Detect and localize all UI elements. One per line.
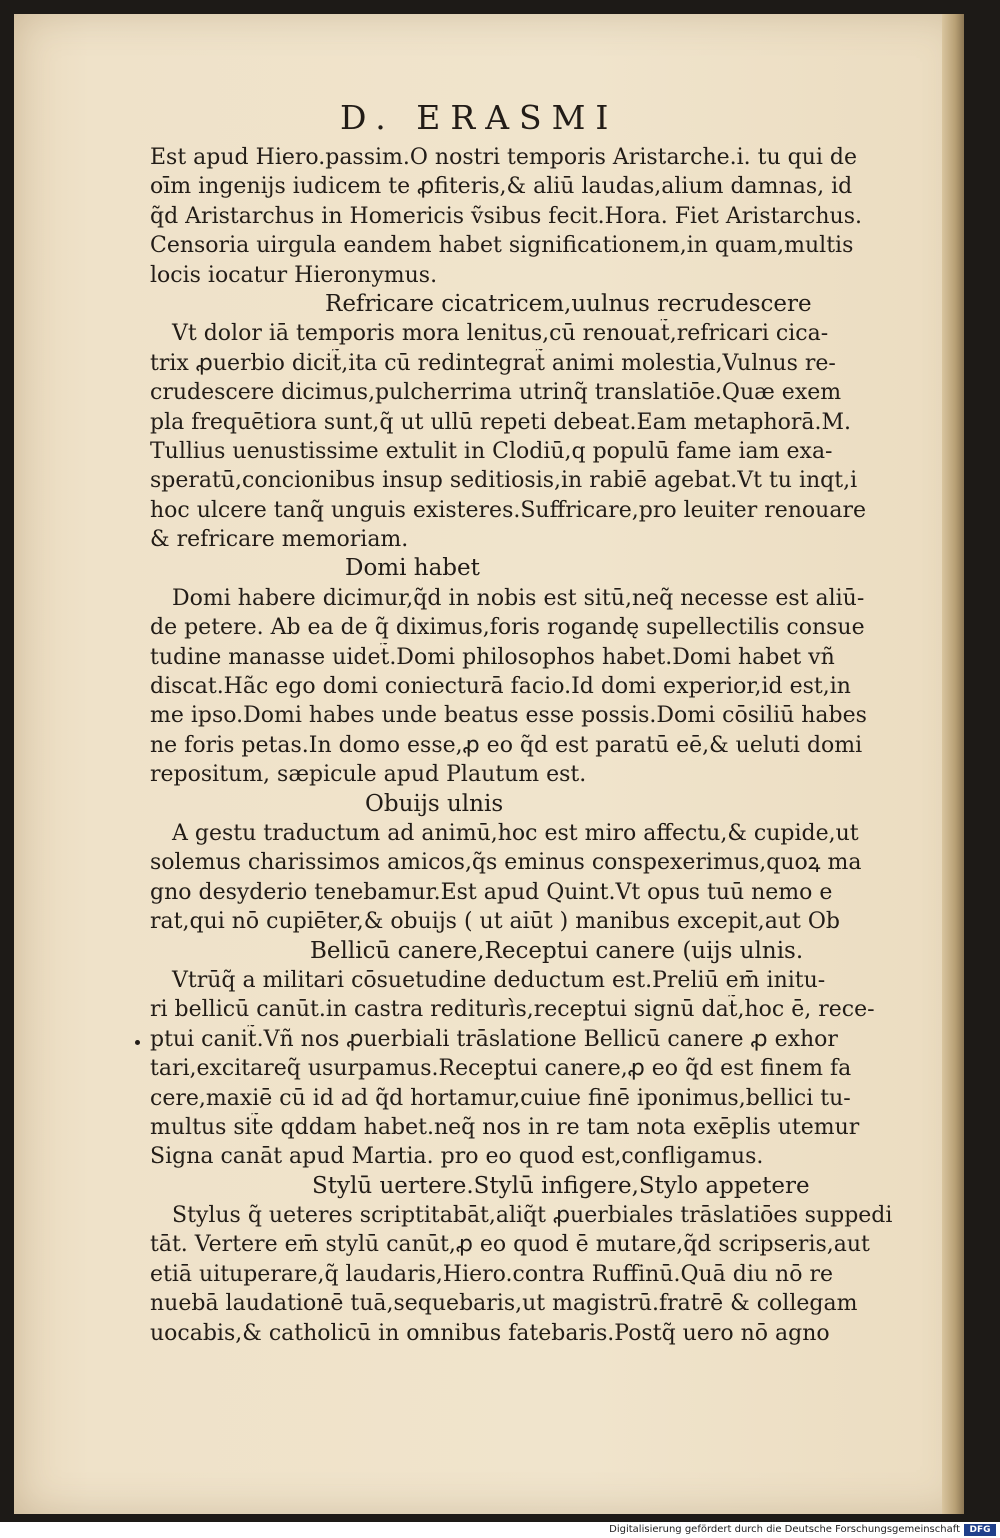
text-line: gno desyderio tenebamur.Est apud Quint.Vt opus tuū nemo e xyxy=(150,879,833,905)
text-line: etiā uituperare,q̃ laudaris,Hiero.contra Ruffinū.Quā diu nō re xyxy=(150,1261,833,1287)
section-heading: Refricare cicatricem,uulnus recrudescere xyxy=(325,290,812,317)
footer-credit: Digitalisierung gefördert durch die Deutsche Forschungsgemeinschaft xyxy=(609,1524,960,1535)
text-line: solemus charissimos amicos,q̃s eminus conspexerimus,quoꝝ ma xyxy=(150,850,862,876)
margin-dot xyxy=(135,1040,140,1045)
text-line: ptui canit̃.Vñ nos ꝓuerbiali trāslatione Bellicū canere ꝓ exhor xyxy=(150,1026,838,1052)
section-heading: Obuijs ulnis xyxy=(365,790,504,817)
text-line: rat,qui nō cupiēter,& obuijs ( ut aiūt ) manibus excepit,aut Ob xyxy=(150,909,840,935)
text-line: Stylus q̃ ueteres scriptitabāt,aliq̃t ꝓuerbiales trāslatiōes suppedi xyxy=(172,1203,893,1229)
text-line: Censoria uirgula eandem habet significationem,in quam,multis xyxy=(150,233,854,259)
text-line: hoc ulcere tanq̃ unguis existeres.Suffricare,pro leuiter renouare xyxy=(150,497,866,523)
section-heading: Bellicū canere,Receptui canere (uijs ulnis. xyxy=(310,937,804,964)
text-line: A gestu traductum ad animū,hoc est miro affectu,& cupide,ut xyxy=(172,820,859,846)
text-line: Domi habere dicimur,q̃d in nobis est sitū,neq̃ necesse est aliū- xyxy=(172,585,865,611)
text-line: oīm ingenijs iudicem te ꝓfiteris,& aliū laudas,alium damnas, id xyxy=(150,174,853,200)
text-line: pla frequētiora sunt,q̃ ut ullū repeti debeat.Eam metaphorā.M. xyxy=(150,409,852,435)
running-head: D. ERASMI xyxy=(340,98,619,137)
text-line: tari,excitareq̃ usurpamus.Receptui canere,ꝓ eo q̃d est finem fa xyxy=(150,1056,852,1082)
text-line: multus sit̃e qddam habet.neq̃ nos in re tam nota exēplis utemur xyxy=(150,1114,860,1140)
page-edge xyxy=(942,14,964,1514)
text-line: tāt. Vertere em̄ stylū canūt,ꝓ eo quod ē mutare,q̃d scripseris,aut xyxy=(150,1232,870,1258)
dfg-logo-icon: DFG xyxy=(964,1524,996,1536)
text-line: q̃d Aristarchus in Homericis ṽsibus fecit.Hora. Fiet Aristarchus. xyxy=(150,203,863,229)
text-line: speratū,concionibus insup seditiosis,in rabiē agebat.Vt tu inqt,i xyxy=(150,468,858,494)
text-line: Signa canāt apud Martia. pro eo quod est,confligamus. xyxy=(150,1144,764,1170)
section-heading: Stylū uertere.Stylū infigere,Stylo appetere xyxy=(312,1172,810,1199)
text-line: locis iocatur Hieronymus. xyxy=(150,262,438,288)
text-line: & refricare memoriam. xyxy=(150,527,409,553)
text-line: tudine manasse uidet̃.Domi philosophos habet.Domi habet vñ xyxy=(150,644,835,670)
text-line: discat.Hãc ego domi coniecturā facio.Id domi experior,id est,in xyxy=(150,674,851,700)
text-line: cere,maxiē cū id ad q̃d hortamur,cuiue finē iponimus,bellici tu- xyxy=(150,1085,851,1111)
text-line: Est apud Hiero.passim.O nostri temporis Aristarche.i. tu qui de xyxy=(150,145,858,170)
text-line: ri bellicū canūt.in castra rediturìs,receptui signū dat̃,hoc ē, rece- xyxy=(150,997,875,1023)
text-line: trix ꝓuerbio dicit̃,ita cū redintegrat̃ animi molestia,Vulnus re- xyxy=(150,350,836,376)
text-line: Tullius uenustissime extulit in Clodiū,q populū fame iam exa- xyxy=(150,438,833,464)
text-line: Vt dolor iā temporis mora lenitus,cū renouat̃,refricari cica- xyxy=(172,321,829,347)
text-line: ne foris petas.In domo esse,ꝓ eo q̃d est paratū eē,& ueluti domi xyxy=(150,732,863,758)
text-line: repositum, sæpicule apud Plautum est. xyxy=(150,762,587,788)
text-line: de petere. Ab ea de q̃ diximus,foris rogandę supellectilis consue xyxy=(150,615,865,641)
text-line: uocabis,& catholicū in omnibus fatebaris.Postq̃ uero nō agno xyxy=(150,1320,830,1346)
text-line: crudescere dicimus,pulcherrima utrinq̃ translatiōe.Quæ exem xyxy=(150,380,842,406)
text-line: me ipso.Domi habes unde beatus esse possis.Domi cōsiliū habes xyxy=(150,703,867,729)
section-heading: Domi habet xyxy=(345,555,480,582)
text-column xyxy=(150,143,940,1348)
footer-bar xyxy=(0,1522,1000,1538)
text-line: nuebā laudationē tuā,sequebaris,ut magistrū.fratrē & collegam xyxy=(150,1291,858,1317)
text-line: Vtrūq̃ a militari cōsuetudine deductum est.Preliū em̄ initu- xyxy=(172,967,826,993)
